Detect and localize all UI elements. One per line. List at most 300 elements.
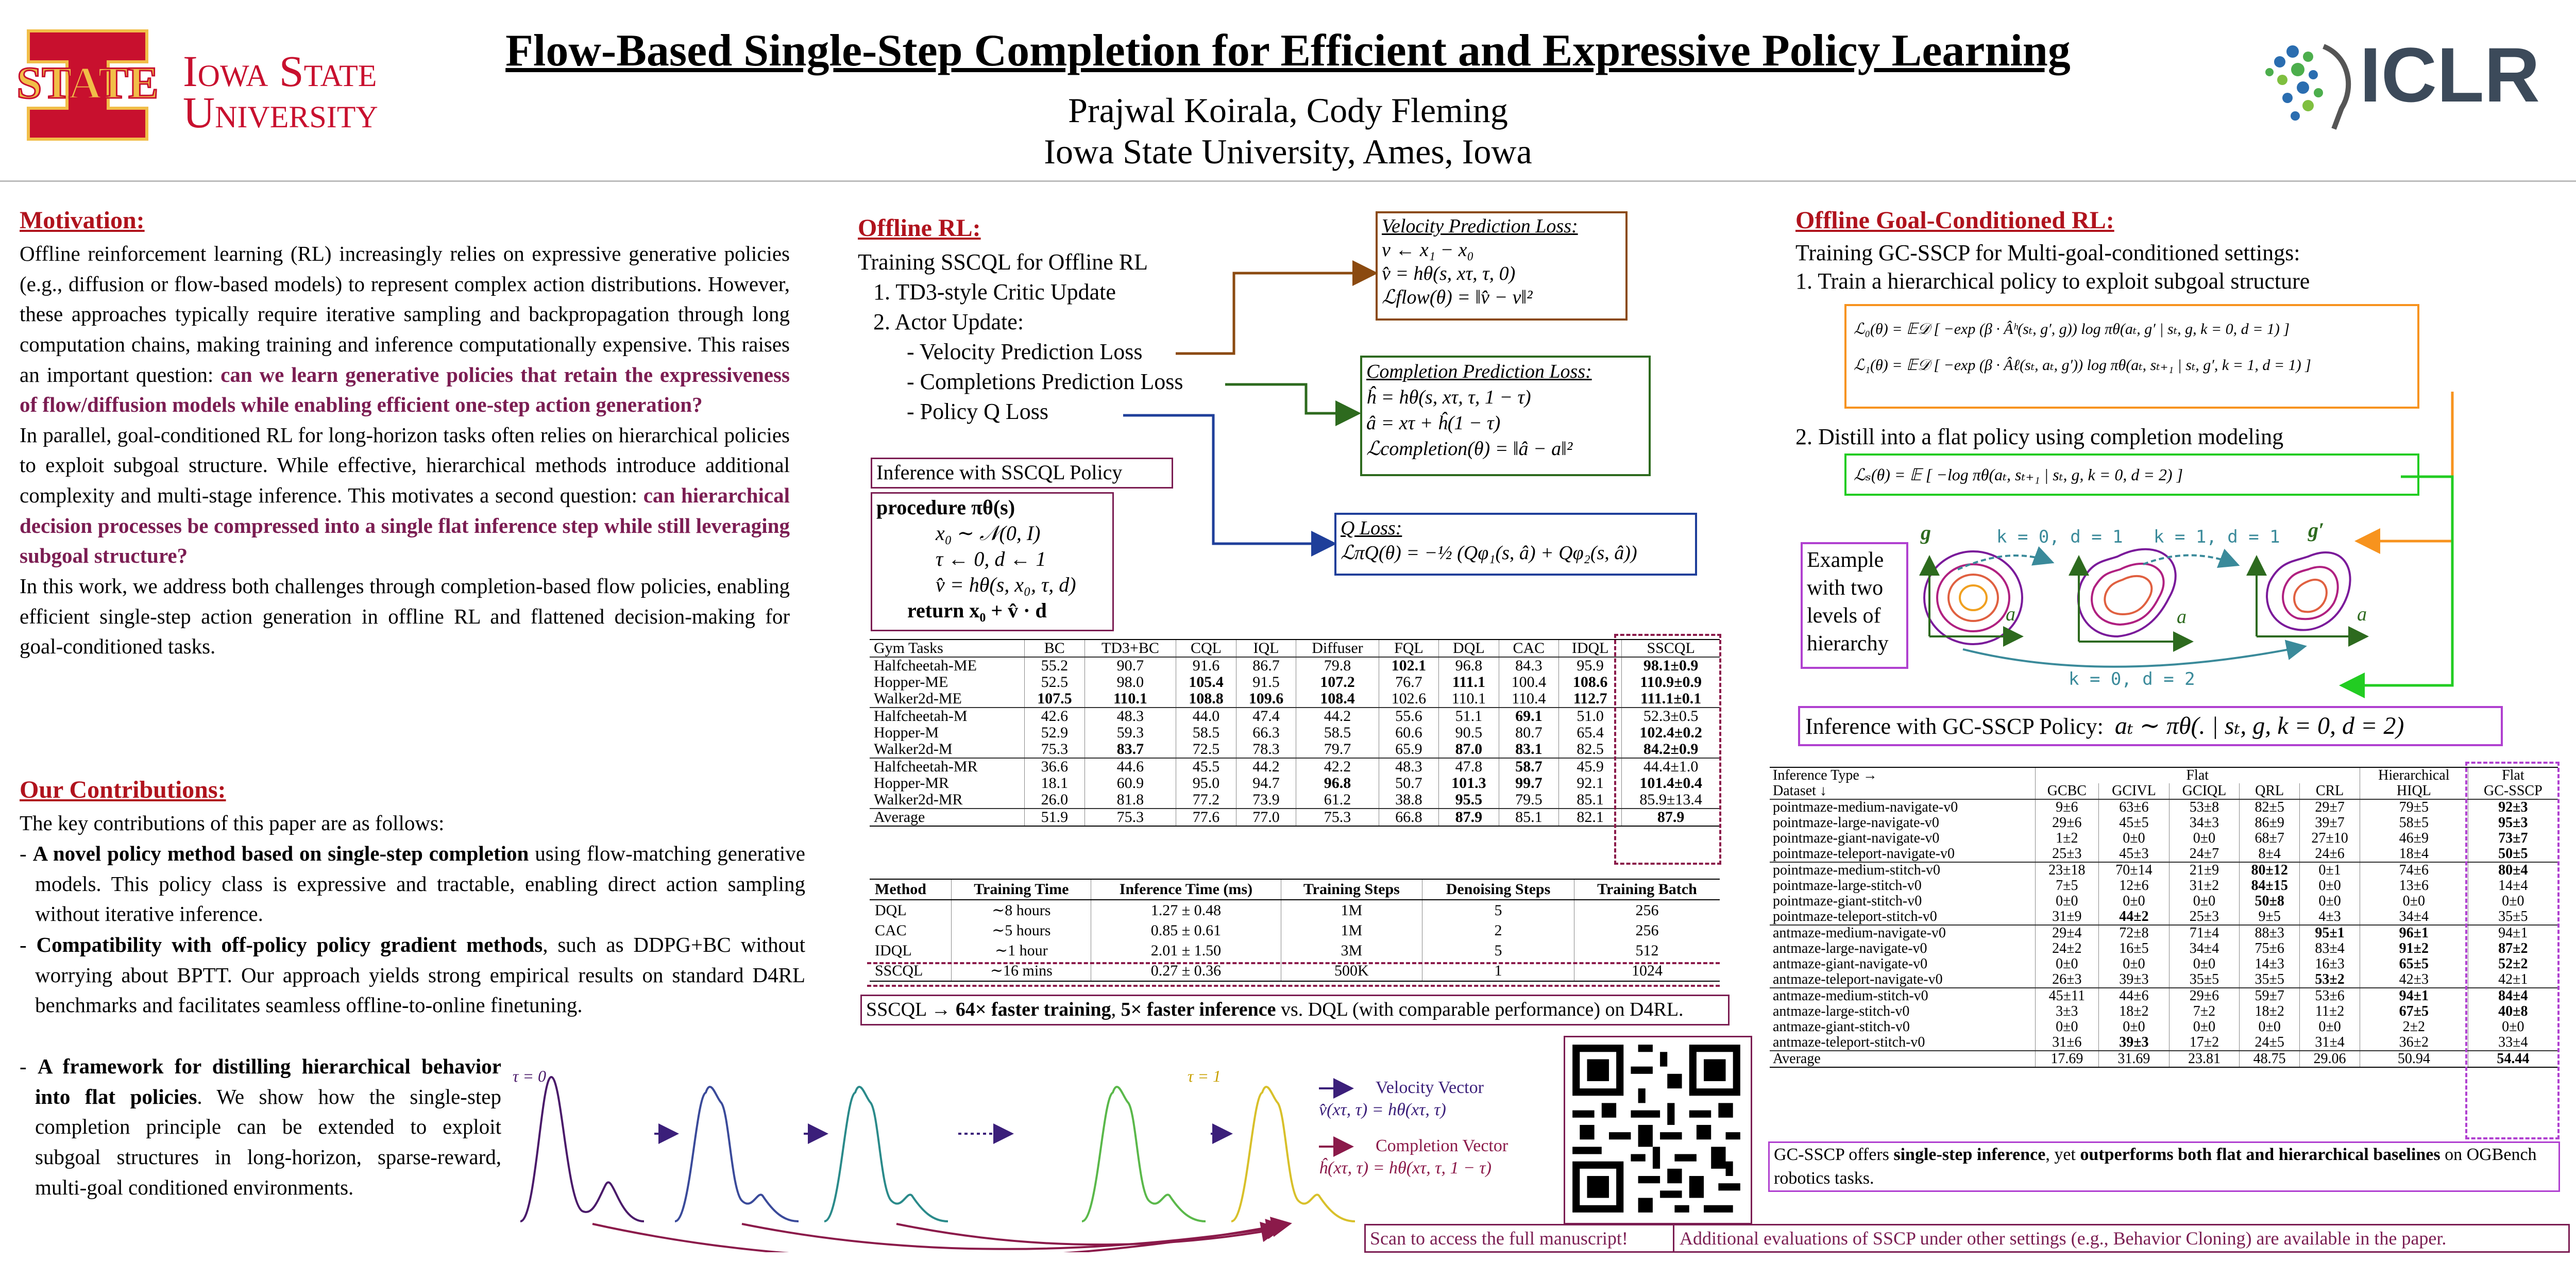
- gc-sscp-highlight-box: [2465, 762, 2560, 1139]
- table-cell: 0±0: [2300, 1019, 2360, 1035]
- table-cell: 12±6: [2099, 878, 2170, 894]
- table-cell: 0±0: [2360, 894, 2468, 909]
- table-cell: 84±4: [2468, 988, 2558, 1004]
- table-cell: ∼16 mins: [952, 961, 1091, 981]
- d4rl-header-cell: Diffuser: [1296, 640, 1379, 657]
- table-cell: 35±5: [2240, 972, 2300, 988]
- table-cell: 0±0: [2099, 1019, 2170, 1035]
- table-cell: 95.5: [1439, 792, 1499, 809]
- timing-table-wrap: [870, 879, 1720, 982]
- table-cell: 102.1: [1379, 657, 1438, 674]
- table-cell: SSCQL: [875, 962, 923, 979]
- table-cell: 94±1: [2468, 925, 2558, 941]
- table-cell: 82±5: [2240, 799, 2300, 815]
- tau-zero-label: τ = 0: [513, 1067, 547, 1085]
- table-cell: ∼1 hour: [952, 940, 1091, 961]
- table-cell: Hopper-MR: [874, 775, 950, 792]
- table-row: [870, 775, 1720, 792]
- isu-logo: [8, 26, 420, 144]
- timing-header-cell: Training Time: [952, 879, 1091, 900]
- og-header-cell: GCBC: [2035, 783, 2099, 799]
- table-cell: 29±4: [2035, 925, 2099, 941]
- table-cell: 52.5: [1025, 674, 1084, 691]
- table-cell: 45.9: [1559, 758, 1622, 775]
- table-cell: 7±5: [2035, 878, 2099, 894]
- table-cell: 83.1: [1499, 741, 1558, 758]
- table-cell: 87.9: [1622, 809, 1720, 826]
- table-cell: 79±5: [2360, 799, 2468, 815]
- table-cell: 79.7: [1296, 741, 1379, 758]
- qr-code-icon: [1565, 1037, 1748, 1220]
- table-cell: 45±5: [2099, 815, 2170, 831]
- table-cell: 0±0: [2099, 956, 2170, 972]
- table-cell: 18.1: [1025, 775, 1084, 792]
- table-cell: Walker2d-M: [874, 741, 953, 758]
- table-cell: 98.0: [1084, 674, 1176, 691]
- table-cell: antmaze-teleport-stitch-v0: [1773, 1034, 1925, 1050]
- table-cell: antmaze-teleport-navigate-v0: [1773, 971, 1943, 987]
- table-cell: 55.6: [1379, 708, 1438, 725]
- table-cell: 110.1: [1439, 691, 1499, 708]
- goal-label-gprime: g′: [2308, 518, 2325, 542]
- table-cell: 63±6: [2099, 799, 2170, 815]
- table-cell: 0±0: [2468, 1019, 2558, 1035]
- table-cell: 92±3: [2468, 799, 2558, 815]
- table-cell: 79.8: [1296, 657, 1379, 674]
- og-header-cell: GCIQL: [2169, 783, 2240, 799]
- d4rl-header-cell: CAC: [1499, 640, 1558, 657]
- gc-loss-l0: ℒ₀(θ) = 𝔼𝒟 [ −exp (β · Âʰ(sₜ, g′, g)) log πθ(aₜ, g′ | sₜ, g, k = 0, d = 1) ]: [1854, 321, 2290, 338]
- table-row: [1770, 972, 2558, 988]
- table-cell: pointmaze-large-stitch-v0: [1773, 878, 1922, 894]
- d4rl-header-cell: SSCQL: [1622, 640, 1720, 657]
- table-cell: 25±3: [2169, 909, 2240, 925]
- table-cell: 86.7: [1236, 657, 1296, 674]
- table-cell: antmaze-giant-navigate-v0: [1773, 956, 1928, 972]
- table-cell: 34±4: [2360, 909, 2468, 925]
- table-cell: 47.8: [1439, 758, 1499, 775]
- table-cell: 0±0: [2468, 894, 2558, 909]
- table-cell: 44±2: [2099, 909, 2170, 925]
- table-cell: 77.0: [1236, 809, 1296, 826]
- arc2-label: k = 1, d = 1: [2154, 527, 2280, 547]
- table-cell: Halfcheetah-ME: [870, 657, 1025, 674]
- table-cell: 73±7: [2468, 831, 2558, 846]
- table-cell: 29±6: [2169, 988, 2240, 1004]
- table-cell: 78.3: [1236, 741, 1296, 758]
- action-label-a2: a: [2177, 606, 2187, 628]
- gc-loss-l1: ℒ₁(θ) = 𝔼𝒟 [ −exp (β · Âℓ(sₜ, aₜ, g′)) log πθ(aₜ, sₜ₊₁ | sₜ, g′, k = 1, d = 1) ]: [1854, 357, 2311, 374]
- table-cell: 50±8: [2240, 894, 2300, 909]
- offline-rl-line2: 2. Actor Update:: [873, 309, 1024, 334]
- timing-header-cell: Denoising Steps: [1422, 879, 1574, 900]
- table-cell: 88±3: [2240, 925, 2300, 941]
- table-cell: 3M: [1281, 940, 1422, 961]
- table-row: [870, 691, 1720, 708]
- table-cell: 26±3: [2035, 972, 2099, 988]
- motivation-title: Motivation:: [20, 207, 145, 234]
- table-cell: 48.75: [2240, 1051, 2300, 1067]
- table-cell: 51.9: [1025, 809, 1084, 826]
- table-cell: 75±6: [2240, 941, 2300, 956]
- timing-caption-a: SSCQL →: [866, 999, 956, 1020]
- contribution-3-rest: . We show how the single-step completion principle can be extended to exploit subgoal structures in long-horizon, sparse-reward, multi-goal conditioned environments.: [35, 1084, 501, 1199]
- table-cell: 59±7: [2240, 988, 2300, 1004]
- table-cell: 42±1: [2468, 972, 2558, 988]
- table-cell: 105.4: [1176, 674, 1236, 691]
- d4rl-header-cell: IQL: [1236, 640, 1296, 657]
- table-cell: 58.5: [1296, 725, 1379, 741]
- table-cell: 84±15: [2240, 878, 2300, 894]
- contribution-3: - A framework for distilling hierarchical behavior into flat policies. We show how the single-step completion principle can be extended to exploit subgoal structures in long-horizon, sparse-reward, multi-goal conditioned environments.: [20, 1054, 501, 1199]
- table-cell: 26.0: [1025, 792, 1084, 809]
- table-cell: 70±14: [2099, 862, 2170, 878]
- table-cell: 40±8: [2468, 1004, 2558, 1019]
- table-cell: pointmaze-medium-navigate-v0: [1770, 799, 2035, 815]
- table-cell: 66.8: [1379, 809, 1438, 826]
- table-cell: 45.5: [1176, 758, 1236, 775]
- table-cell: 16±3: [2300, 956, 2360, 972]
- table-cell: 54.44: [2468, 1051, 2558, 1067]
- table-cell: 51.1: [1439, 708, 1499, 725]
- velocity-vector-label: Velocity Vector: [1376, 1078, 1484, 1097]
- table-cell: 9±5: [2240, 909, 2300, 925]
- table-cell: 1M: [1281, 920, 1422, 940]
- table-cell: 95±1: [2300, 925, 2360, 941]
- table-cell: 53±8: [2169, 799, 2240, 815]
- table-cell: 83±4: [2300, 941, 2360, 956]
- og-header-cell: CRL: [2300, 783, 2360, 799]
- table-cell: 52.9: [1025, 725, 1084, 741]
- table-cell: 110.9±0.9: [1622, 674, 1720, 691]
- table-cell: 2±2: [2360, 1019, 2468, 1035]
- table-cell: 39±3: [2099, 1035, 2170, 1051]
- motivation-body: [20, 239, 790, 662]
- table-cell: 52±2: [2468, 956, 2558, 972]
- completion-loss-box: [1360, 356, 1651, 476]
- velocity-loss-l1: v ← x₁ − x₀: [1382, 239, 1474, 261]
- table-cell: IDQL: [875, 941, 912, 959]
- gc-inference-box: [1798, 706, 2503, 746]
- table-cell: 96.8: [1439, 657, 1499, 674]
- table-cell: pointmaze-teleport-stitch-v0: [1773, 909, 1937, 924]
- header: [0, 0, 2576, 182]
- d4rl-header-cell: IDQL: [1559, 640, 1622, 657]
- table-cell: 61.2: [1296, 792, 1379, 809]
- table-cell: 45±3: [2099, 846, 2170, 862]
- table-cell: 48.3: [1084, 708, 1176, 725]
- table-cell: 102.6: [1379, 691, 1438, 708]
- og-caption-e: on OGBench robotics tasks.: [1774, 1145, 2537, 1188]
- table-cell: 44.4±1.0: [1622, 758, 1720, 775]
- table-row: [1770, 831, 2558, 846]
- table-cell: 107.2: [1296, 674, 1379, 691]
- table-cell: antmaze-medium-stitch-v0: [1770, 988, 2035, 1004]
- og-header-cell: Dataset ↓: [1773, 783, 1827, 799]
- table-row: [870, 741, 1720, 758]
- table-cell: 71±4: [2169, 925, 2240, 941]
- table-cell: pointmaze-giant-navigate-v0: [1773, 830, 1940, 846]
- d4rl-header-cell: FQL: [1379, 640, 1438, 657]
- table-row: [1770, 878, 2558, 894]
- table-row: [870, 809, 1720, 826]
- table-cell: 0±0: [2240, 1019, 2300, 1035]
- table-cell: 108.4: [1296, 691, 1379, 708]
- table-cell: 44.6: [1084, 758, 1176, 775]
- table-cell: 24±6: [2300, 846, 2360, 862]
- d4rl-table-wrap: [870, 639, 1720, 827]
- contributions-intro: The key contributions of this paper are as follows:: [20, 811, 445, 835]
- timing-caption-c: ,: [1111, 999, 1121, 1020]
- table-cell: 102.4±0.2: [1622, 725, 1720, 741]
- table-cell: 65.9: [1379, 741, 1438, 758]
- og-header-cell: QRL: [2240, 783, 2300, 799]
- og-caption-b: single-step inference: [1893, 1145, 2046, 1164]
- tau-one-label: τ = 1: [1188, 1067, 1222, 1085]
- ogbench-table-wrap: [1770, 767, 2558, 1068]
- table-cell: 18±2: [2099, 1004, 2170, 1019]
- offline-rl-line5: - Policy Q Loss: [907, 399, 1048, 424]
- table-cell: 96.8: [1296, 775, 1379, 792]
- contribution-1: - A novel policy method based on single-step completion using flow-matching generative models. This policy class is expressive and tractable, enabling direct action sampling without iterative inference.: [20, 842, 806, 926]
- contribution-3-bold: A framework for distilling hierarchical behavior into flat policies: [35, 1054, 501, 1108]
- inference-l3: τ ← 0, d ← 1: [936, 547, 1046, 570]
- table-cell: 47.4: [1236, 708, 1296, 725]
- table-cell: 21±9: [2169, 862, 2240, 878]
- table-cell: 0±0: [2099, 894, 2170, 909]
- table-cell: 14±3: [2240, 956, 2300, 972]
- table-cell: pointmaze-medium-stitch-v0: [1770, 862, 2035, 878]
- gc-inference-label: Inference with GC-SSCP Policy:: [1805, 714, 2104, 739]
- table-cell: 44.0: [1176, 708, 1236, 725]
- table-cell: 256: [1574, 920, 1720, 940]
- qr-caption-box: Scan to access the full manuscript!: [1364, 1224, 1674, 1253]
- table-cell: 87±2: [2468, 941, 2558, 956]
- table-cell: 36±2: [2360, 1035, 2468, 1051]
- table-cell: 91±2: [2360, 941, 2468, 956]
- table-cell: 110.1: [1084, 691, 1176, 708]
- gc-loss-ls: ℒₛ(θ) = 𝔼 [ −log πθ(aₜ, sₜ₊₁ | sₜ, g, k = 0, d = 2) ]: [1854, 465, 2183, 484]
- arc1-label: k = 0, d = 1: [1996, 527, 2123, 547]
- table-cell: 75.3: [1296, 809, 1379, 826]
- ogbench-caption-box: [1768, 1141, 2560, 1192]
- table-cell: 44.2: [1296, 708, 1379, 725]
- table-cell: Halfcheetah-M: [870, 708, 1025, 725]
- table-cell: 55.2: [1025, 657, 1084, 674]
- table-cell: 39±3: [2099, 972, 2170, 988]
- table-cell: 2.01 ± 1.50: [1091, 940, 1281, 961]
- timing-caption-box: [860, 995, 1730, 1025]
- q-loss-box: [1334, 513, 1697, 576]
- og-header-cell: HIQL: [2360, 783, 2468, 799]
- table-cell: 0±0: [2169, 831, 2240, 846]
- d4rl-header-cell: Gym Tasks: [874, 640, 943, 657]
- gc-rl-title: Offline Goal-Conditioned RL:: [1795, 207, 2114, 234]
- table-cell: 76.7: [1379, 674, 1438, 691]
- table-cell: pointmaze-large-navigate-v0: [1773, 815, 1939, 831]
- table-cell: pointmaze-giant-stitch-v0: [1773, 893, 1922, 909]
- d4rl-header-row: [870, 640, 1720, 657]
- offline-rl-line0: Training SSCQL for Offline RL: [858, 249, 1148, 275]
- table-cell: 1±2: [2035, 831, 2099, 846]
- table-cell: 91.6: [1176, 657, 1236, 674]
- table-cell: 72±8: [2099, 925, 2170, 941]
- table-cell: 0±0: [2035, 1019, 2099, 1035]
- table-cell: 67±5: [2360, 1004, 2468, 1019]
- table-cell: 0.27 ± 0.36: [1091, 961, 1281, 981]
- velocity-loss-box: [1376, 211, 1628, 321]
- table-cell: ∼5 hours: [952, 920, 1091, 940]
- table-cell: 16±5: [2099, 941, 2170, 956]
- table-cell: 0±0: [2169, 956, 2240, 972]
- table-cell: 95.9: [1559, 657, 1622, 674]
- table-cell: Hopper-M: [874, 724, 939, 741]
- table-cell: 82.1: [1559, 809, 1622, 826]
- gc-rl-step1: 1. Train a hierarchical policy to exploit subgoal structure: [1795, 268, 2310, 294]
- table-cell: 72.5: [1176, 741, 1236, 758]
- goal-label-g: g: [1921, 521, 1931, 544]
- table-cell: 35±5: [2468, 909, 2558, 925]
- qr-code[interactable]: [1564, 1036, 1752, 1224]
- inference-l2: x₀ ∼ 𝒩(0, I): [936, 522, 1041, 545]
- table-cell: 50±5: [2468, 846, 2558, 862]
- table-cell: 0±0: [2169, 1019, 2240, 1035]
- table-cell: 90.7: [1084, 657, 1176, 674]
- table-cell: 42±3: [2360, 972, 2468, 988]
- q-loss-title: Q Loss:: [1341, 517, 1402, 539]
- example-box: Example with two levels of hierarchy: [1801, 542, 1908, 669]
- table-row: [870, 708, 1720, 725]
- table-cell: 52.3±0.5: [1622, 708, 1720, 725]
- table-cell: 13±6: [2360, 878, 2468, 894]
- table-cell: 3±3: [2035, 1004, 2099, 1019]
- offline-rl-title: Offline RL:: [858, 214, 981, 242]
- inference-l4: v̂ = hθ(s, x₀, τ, d): [936, 573, 1076, 596]
- table-cell: 18±2: [2240, 1004, 2300, 1019]
- table-cell: Halfcheetah-MR: [870, 758, 1025, 775]
- table-cell: 24±5: [2240, 1035, 2300, 1051]
- completion-loss-l2: â = xτ + ĥ(1 − τ): [1366, 412, 1501, 434]
- table-cell: 18±4: [2360, 846, 2468, 862]
- table-cell: 1: [1422, 961, 1574, 981]
- og-header-row-2: [1770, 783, 2558, 799]
- completion-vector-eq: ĥ(xτ, τ) = hθ(xτ, τ, 1 − τ): [1319, 1158, 1492, 1178]
- timing-caption-e: vs. DQL (with comparable performance) on D4RL.: [1276, 999, 1684, 1020]
- table-row: [1770, 1019, 2558, 1035]
- table-row: [1770, 909, 2558, 925]
- table-cell: DQL: [875, 901, 907, 919]
- timing-caption-b: 64× faster training: [955, 999, 1111, 1020]
- table-cell: 98.1±0.9: [1622, 657, 1720, 674]
- velocity-loss-l2: v̂ = hθ(s, xτ, τ, 0): [1382, 263, 1516, 284]
- table-cell: 101.4±0.4: [1622, 775, 1720, 792]
- table-cell: 79.5: [1499, 792, 1558, 809]
- table-cell: 42.6: [1025, 708, 1084, 725]
- table-cell: 94.7: [1236, 775, 1296, 792]
- table-cell: 34±4: [2169, 941, 2240, 956]
- motivation-p2a: In parallel, goal-conditioned RL for long-horizon tasks often relies on hierarchical policies to exploit subgoal structure. While effective, hierarchical methods introduce additional complexity and multi-stage inference. This motivates a second question:: [20, 423, 790, 507]
- authors: Prajwal Koirala, Cody Fleming: [1068, 91, 1508, 130]
- motivation-q1: can we learn generative policies that retain the expressiveness of flow/diffusion models while enabling efficient one-step action generation?: [20, 362, 790, 417]
- table-cell: 5: [1422, 940, 1574, 961]
- table-cell: 95±3: [2468, 815, 2558, 831]
- og-header-cell: GCIVL: [2099, 783, 2170, 799]
- table-cell: 75.3: [1025, 741, 1084, 758]
- table-row: [1770, 894, 2558, 909]
- table-cell: 31±6: [2035, 1035, 2099, 1051]
- table-cell: 82.5: [1559, 741, 1622, 758]
- table-cell: 1024: [1574, 961, 1720, 981]
- table-cell: 17.69: [2035, 1051, 2099, 1067]
- motivation-q2: can hierarchical decision processes be compressed into a single flat inference step while still leveraging subgoal structure?: [20, 483, 790, 568]
- table-cell: 96±1: [2360, 925, 2468, 941]
- table-row: [1770, 925, 2558, 941]
- table-row: [1770, 988, 2558, 1004]
- inference-l5: return x₀ + v̂ · d: [907, 599, 1047, 622]
- table-cell: 39±7: [2300, 815, 2360, 831]
- extra-note-box: Additional evaluations of SSCP under other settings (e.g., Behavior Cloning) are available in the paper.: [1673, 1224, 2570, 1253]
- table-cell: 50.94: [2360, 1051, 2468, 1067]
- offline-rl-line1: 1. TD3-style Critic Update: [873, 279, 1116, 305]
- table-cell: 44±6: [2099, 988, 2170, 1004]
- affiliation: Iowa State University, Ames, Iowa: [1044, 132, 1532, 171]
- table-cell: 68±7: [2240, 831, 2300, 846]
- table-row: [1770, 1051, 2558, 1067]
- motivation-p1a: Offline reinforcement learning (RL) increasingly relies on expressive generative policies (e.g., diffusion or flow-based models) to represent complex action distributions. However, these approaches typically require iterative sampling and backpropagation through long computation chains, making training and inference computationally expensive. This raises an important question:: [20, 242, 790, 386]
- poster-title: Flow-Based Single-Step Completion for Efficient and Expressive Policy Learning: [505, 26, 2071, 76]
- d4rl-header-cell: BC: [1025, 640, 1084, 657]
- table-cell: CAC: [875, 921, 907, 939]
- table-cell: 65.4: [1559, 725, 1622, 741]
- completion-loss-title: Completion Prediction Loss:: [1366, 361, 1592, 382]
- table-cell: 87.9: [1439, 809, 1499, 826]
- table-row: [1770, 956, 2558, 972]
- table-cell: 0±0: [2169, 894, 2240, 909]
- table-row: [1770, 1004, 2558, 1019]
- timing-header-cell: Training Steps: [1281, 879, 1422, 900]
- table-cell: 58±5: [2360, 815, 2468, 831]
- table-cell: 36.6: [1025, 758, 1084, 775]
- table-cell: 44.2: [1236, 758, 1296, 775]
- d4rl-header-cell: CQL: [1176, 640, 1236, 657]
- table-cell: 95.0: [1176, 775, 1236, 792]
- table-cell: 91.5: [1236, 674, 1296, 691]
- og-caption-a: GC-SSCP offers: [1774, 1145, 1894, 1164]
- table-cell: 58.7: [1499, 758, 1558, 775]
- contribution-1-rest: using flow-matching generative models. This policy class is expressive and tractable, enabling direct action sampling without iterative inference.: [35, 842, 806, 926]
- completion-loss-l1: ĥ = hθ(s, xτ, τ, 1 − τ): [1366, 386, 1531, 408]
- iclr-text: ICLR: [2360, 31, 2540, 118]
- og-header-cell: Flat: [2468, 767, 2558, 783]
- table-cell: 107.5: [1025, 691, 1084, 708]
- og-caption-d: outperforms both flat and hierarchical baselines: [2080, 1145, 2441, 1164]
- iclr-logo: [2231, 31, 2561, 134]
- table-cell: 50.7: [1379, 775, 1438, 792]
- gc-rl-step2: 2. Distill into a flat policy using completion modeling: [1795, 424, 2284, 449]
- completion-vector-label: Completion Vector: [1376, 1136, 1509, 1155]
- table-cell: 31.69: [2099, 1051, 2170, 1067]
- table-cell: 53±6: [2300, 988, 2360, 1004]
- action-label-a3: a: [2357, 603, 2367, 625]
- inference-title-box: Inference with SSCQL Policy: [871, 458, 1173, 489]
- table-row: [870, 940, 1720, 961]
- table-cell: 48.3: [1379, 758, 1438, 775]
- table-cell: 84.3: [1499, 657, 1558, 674]
- table-cell: 500K: [1281, 961, 1422, 981]
- table-cell: 60.6: [1379, 725, 1438, 741]
- table-cell: 101.3: [1439, 775, 1499, 792]
- table-row: [870, 900, 1720, 920]
